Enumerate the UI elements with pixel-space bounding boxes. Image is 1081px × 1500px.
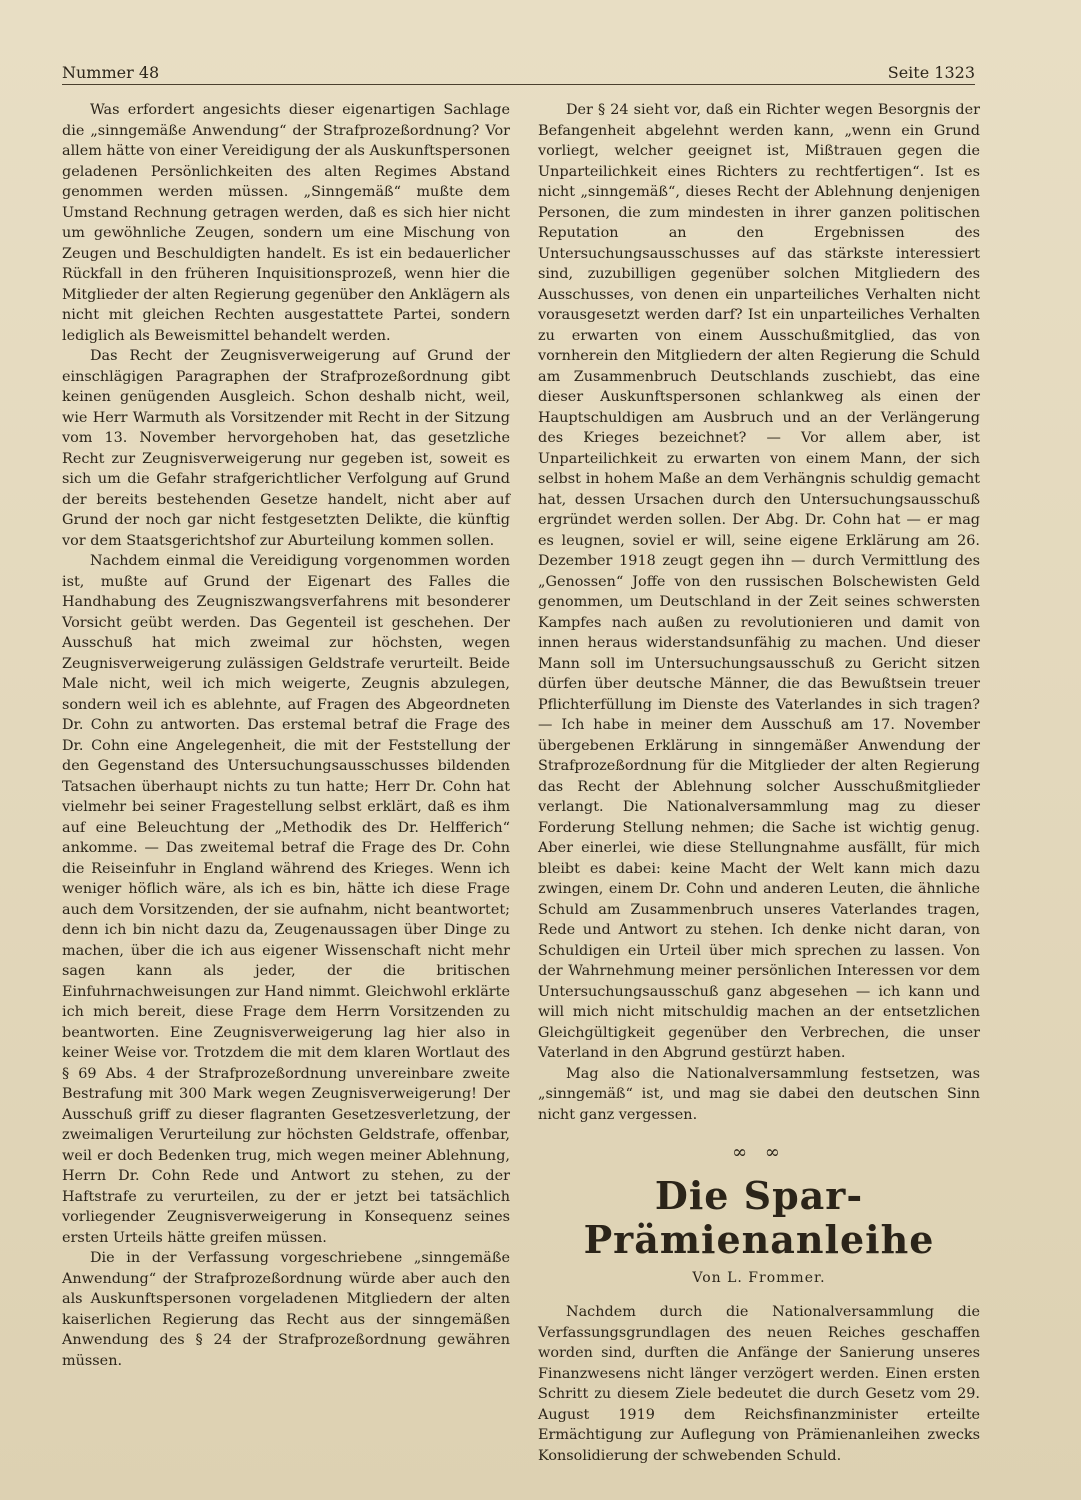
paragraph: Das Recht der Zeugnisverweigerung auf Grund der einschlägigen Paragraphen der Strafprozeßordnung gibt keinen genügenden Ausgleich. Schon deshalb nicht, weil, wie Herr Warmuth als Vorsitzender mit Recht in der Sitzung vom 13. November hervorgehoben hat, das gesetzliche Recht zur Zeugnisverweigerung nur gegeben ist, soweit es sich um die Gefahr strafgerichtlicher Verfolgung auf Grund der bereits bestehenden Gesetze handelt, nicht aber auf Grund der noch gar nicht festgesetzten Delikte, die künftig vor dem Staatsgerichtshof zur Aburteilung kommen sollen. bbox=[62, 348, 510, 549]
paragraph: Was erfordert angesichts dieser eigenartigen Sachlage die „sinngemäße Anwendung“ der Strafprozeßordnung? Vor allem hätte von einer Vereidigung der als Auskunftspersonen geladenen Persönlichkeiten des alten Regimes Abstand genommen werden müssen. „Sinngemäß“ mußte dem Umstand Rechnung getragen werden, daß es sich hier nicht um gewöhnliche Zeugen, sondern um eine Mischung von Zeugen und Beschuldigten handelt. Es ist ein bedauerlicher Rückfall in den früheren Inquisitionsprozeß, wenn hier die Mitglieder der alten Regierung gegenüber den Anklägern als nicht mit gleichen Rechten ausgestattete Partei, sondern lediglich als Beweismittel behandelt werden. bbox=[62, 102, 510, 344]
paragraph: Der § 24 sieht vor, daß ein Richter wegen Besorgnis der Befangenheit abgelehnt werden kann, „wenn ein Grund vorliegt, welcher geeignet ist, Mißtrauen gegen die Unparteilichkeit eines Richters zu rechtfertigen“. Ist es nicht „sinngemäß“, dieses Recht der Ablehnung denjenigen Personen, die zum mindesten in ihrer ganzen politischen Reputation an den Ergebnissen des Untersuchungsausschusses auf das stärkste interessiert sind, zuzubilligen gegenüber solchen Mitgliedern des Ausschusses, von denen ein unparteiliches Verhalten nicht vorausgesetzt werden darf? Ist ein unparteiliches Verhalten zu erwarten von einem Ausschußmitglied, das von vornherein den Mitgliedern der alten Regierung die Schuld am Zusammenbruch Deutschlands zuschiebt, das eine dieser Auskunftspersonen schlankweg als einen der Hauptschuldigen am Ausbruch und an der Verlängerung des Krieges bezeichnet? — Vor allem aber, ist Unparteilichkeit zu erwarten von einem Mann, der sich selbst in hohem Maße an dem Verhängnis schuldig gemacht hat, dessen Ursachen durch den Untersuchungsausschuß ergründet werden sollen. Der Abg. Dr. Cohn hat — er mag es leugnen, soviel er will, seine eigene Erklärung am 26. Dezember 1918 zeugt gegen ihn — durch Vermittlung des „Genossen“ Joffe von den russischen Bolschewisten Geld genommen, um Deutschland in der Zeit seines schwersten Kampfes nach außen zu revolutionieren und damit von innen heraus widerstandsunfähig zu machen. Und dieser Mann soll im Untersuchungsausschuß zu Gericht sitzen dürfen über deutsche Männer, die das Bewußtsein treuer Pflichterfüllung im Dienste des Vaterlandes in sich tragen? — Ich habe in meiner dem Ausschuß am 17. November übergebenen Erklärung in sinngemäßer Anwendung der Strafprozeßordnung für die Mitglieder der alten Regierung das Recht der Ablehnung solcher Ausschußmitglieder verlangt. Die Nationalversammlung mag zu dieser Forderung Stellung nehmen; die Sache ist wichtig genug. Aber einerlei, wie diese Stellungnahme ausfällt, für mich bleibt es dabei: keine Macht der Welt kann mich dazu zwingen, einem Dr. Cohn und anderen Leuten, die ähnliche Schuld am Zusammenbruch unseres Vaterlandes tragen, Rede und Antwort zu stehen. Ich denke nicht daran, von Schuldigen ein Urteil über mich sprechen zu lassen. Von der Wahrnehmung meiner persönlichen Interessen vor dem Untersuchungsausschuß ganz abgesehen — ich kann und will mich nicht mitschuldig machen an der entsetzlichen Gleichgültigkeit gegenüber den Verbrechen, die unser Vaterland in den Abgrund gestürzt haben. bbox=[538, 102, 980, 1061]
paragraph: Die in der Verfassung vorgeschriebene „sinngemäße Anwendung“ der Strafprozeßordnung würde aber auch den als Auskunftspersonen vorgeladenen Mitgliedern der alten kaiserlichen Regierung das Recht aus der sinngemäßen Anwendung des § 24 der Strafprozeßordnung gewähren müssen. bbox=[62, 1250, 510, 1369]
left-column bbox=[62, 100, 510, 1371]
article-byline: Von L. Frommer. bbox=[692, 1269, 826, 1286]
paragraph: Mag also die Nationalversammlung festsetzen, was „sinngemäß“ ist, und mag sie dabei den deutschen Sinn nicht ganz vergessen. bbox=[538, 1065, 980, 1123]
paragraph: Nachdem einmal die Vereidigung vorgenommen worden ist, mußte auf Grund der Eigenart des Falles die Handhabung des Zeugniszwangsverfahrens mit besonderer Vorsicht geübt werden. Das Gegenteil ist geschehen. Der Ausschuß hat mich zweimal zur höchsten, wegen Zeugnisverweigerung zulässigen Geldstrafe verurteilt. Beide Male nicht, weil ich mich weigerte, Zeugnis abzulegen, sondern weil ich es ablehnte, auf Fragen des Abgeordneten Dr. Cohn zu antworten. Das erstemal betraf die Frage des Dr. Cohn eine Angelegenheit, die mit der Feststellung der den Gegenstand des Untersuchungsausschusses bildenden Tatsachen überhaupt nichts zu tun hatte; Herr Dr. Cohn hat vielmehr bei seiner Fragestellung selbst erklärt, daß es ihm auf eine Beleuchtung der „Methodik des Dr. Helfferich“ ankomme. — Das zweitemal betraf die Frage des Dr. Cohn die Reiseinfuhr in England während des Krieges. Wenn ich weniger höflich wäre, als ich es bin, hätte ich diese Frage auch dem Vorsitzenden, der sie aufnahm, nicht beantwortet; denn ich bin nicht dazu da, Zeugenaussagen über Dinge zu machen, über die ich aus eigener Wissenschaft nicht mehr sagen kann als jeder, der die britischen Einfuhrnachweisungen zur Hand nimmt. Gleichwohl erklärte ich mich bereit, diese Frage dem Herrn Vorsitzenden zu beantworten. Eine Zeugnisverweigerung lag hier also in keiner Weise vor. Trotzdem die mit dem klaren Wortlaut des § 69 Abs. 4 der Strafprozeßordnung unvereinbare zweite Bestrafung mit 300 Mark wegen Zeugnisverweigerung! Der Ausschuß griff zu dieser flagranten Gesetzesverletzung, der zweimaligen Verurteilung zur höchsten Geldstrafe, offenbar, weil er doch Bedenken trug, mich wegen meiner Ablehnung, Herrn Dr. Cohn Rede und Antwort zu stehen, zu der Haftstrafe zu verurteilen, zu der er jetzt bei tatsächlich vorliegender Zeugnisverweigerung in Konsequenz seines ersten Urteils hätte greifen müssen. bbox=[62, 553, 510, 1246]
issue-number: Nummer 48 bbox=[62, 63, 160, 82]
right-column bbox=[538, 100, 980, 1466]
page-number: Seite 1323 bbox=[887, 63, 975, 82]
section-divider: ∞ ∞ bbox=[732, 1142, 786, 1163]
page-header bbox=[62, 60, 975, 85]
article-title: Die Spar-Prämienanleihe bbox=[583, 1172, 935, 1262]
paragraph: Nachdem durch die Nationalversammlung die Verfassungsgrundlagen des neuen Reiches geschaffen worden sind, durften die Anfänge der Sanierung unseres Finanzwesens nicht länger verzögert werden. Einen ersten Schritt zu diesem Ziele bedeutet die durch Gesetz vom 29. August 1919 dem Reichsfinanzminister erteilte Ermächtigung zur Auflegung von Prämienanleihen zwecks Konsolidierung der schwebenden Schuld. bbox=[538, 1304, 980, 1464]
